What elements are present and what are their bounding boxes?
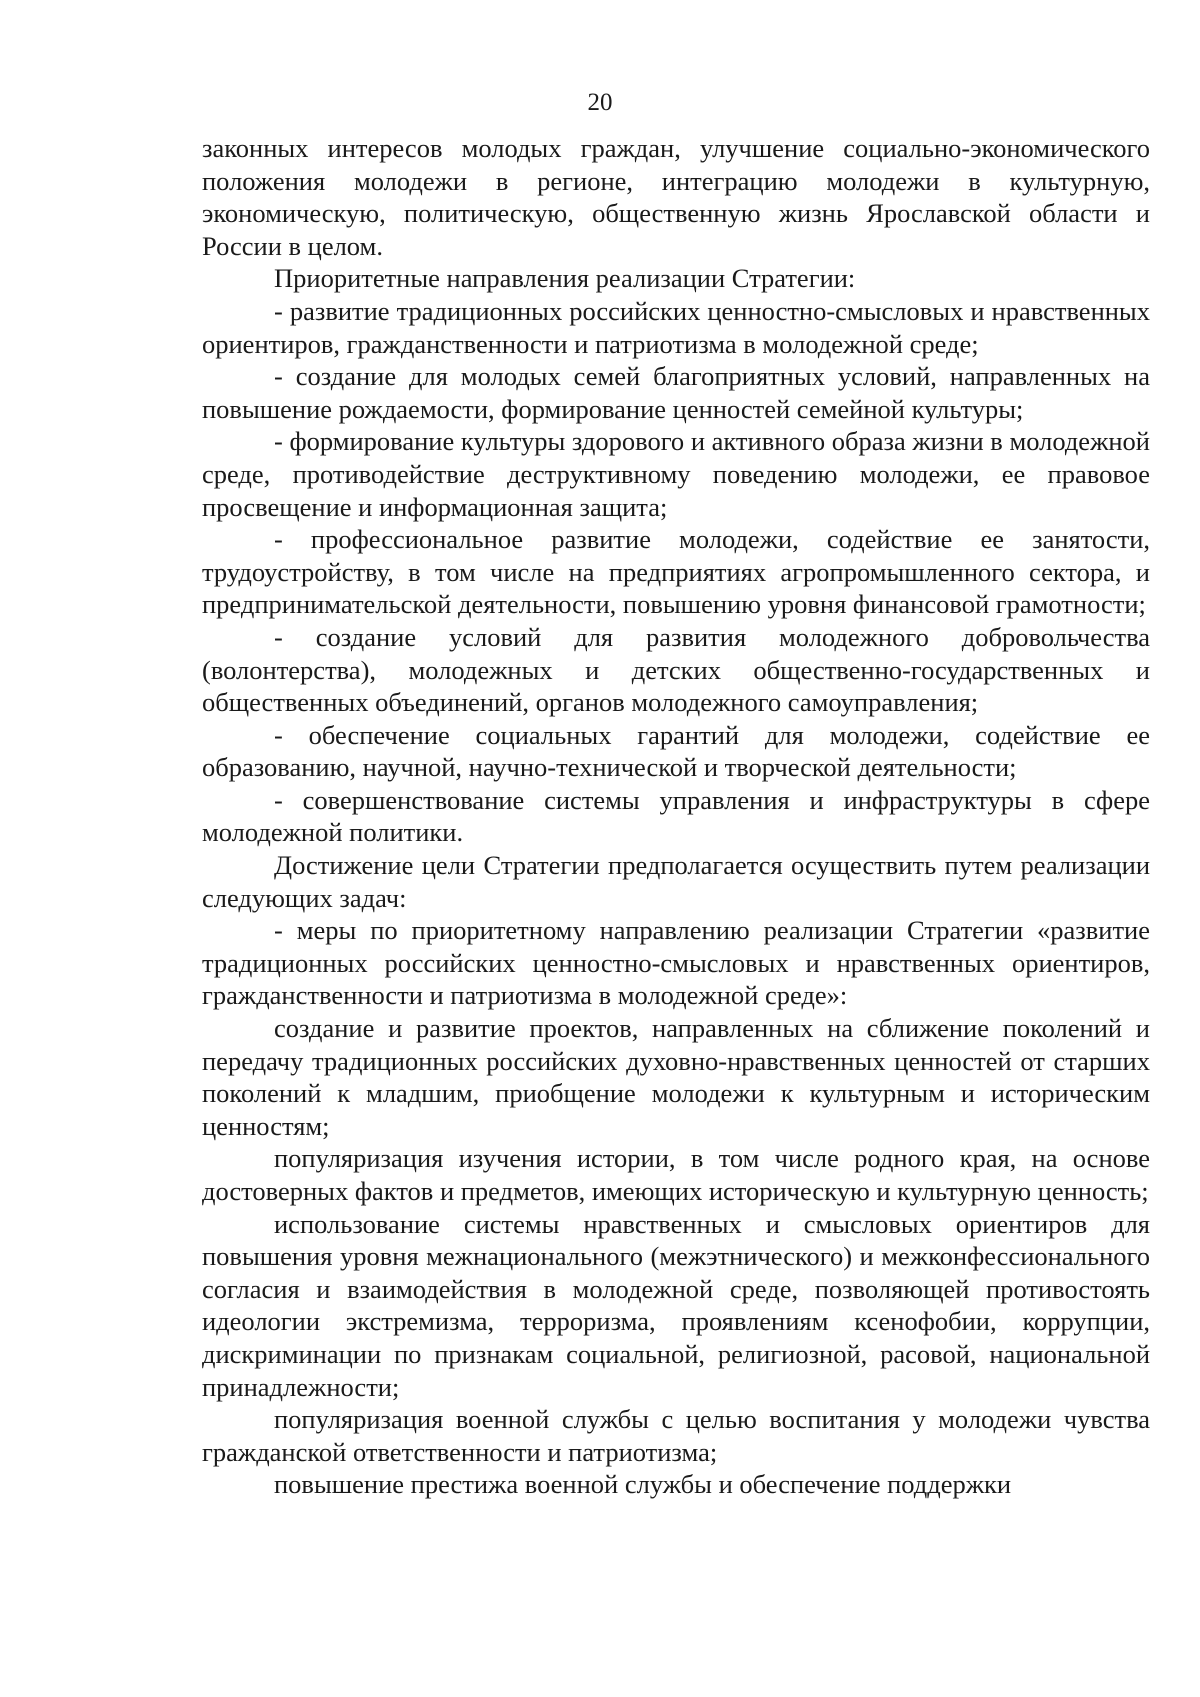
paragraph-tasks-intro: Достижение цели Стратегии предполагается осуществить путем реализации следующих задач: [202, 850, 1150, 913]
list-item-priority: - создание для молодых семей благоприятных условий, направленных на повышение рождаемости, формирование ценностей семейной культуры; [202, 361, 1150, 424]
paragraph-measure: повышение престижа военной службы и обеспечение поддержки [274, 1469, 1012, 1500]
paragraph-priorities-intro: Приоритетные направления реализации Стратегии: [274, 263, 856, 294]
page-number: 20 [587, 89, 613, 116]
list-item-priority: - профессиональное развитие молодежи, содействие ее занятости, трудоустройству, в том числе на предприятиях агропромышленного сектора, и предпринимательской деятельности, повышению уровня финансовой грамотности; [202, 524, 1150, 620]
list-item-priority: - формирование культуры здорового и активного образа жизни в молодежной среде, противодействие деструктивному поведению молодежи, ее правовое просвещение и информационная защита; [202, 426, 1150, 522]
list-item-task: - меры по приоритетному направлению реализации Стратегии «развитие традиционных российских ценностно-смысловых и нравственных ориентиров, гражданственности и патриотизма в молодежной среде»: [202, 915, 1150, 1011]
list-item-priority: - создание условий для развития молодежного добровольчества (волонтерства), молодежных и детских общественно-государственных и общественных объединений, органов молодежного самоуправления; [202, 621, 1150, 718]
paragraph-measure: популяризация изучения истории, в том числе родного края, на основе достоверных фактов и предметов, имеющих историческую и культурную ценность; [202, 1143, 1150, 1206]
paragraph-measure: использование системы нравственных и смысловых ориентиров для повышения уровня межнационального (межэтнического) и межконфессионального согласия и взаимодействия в молодежной среде, позволяющей противостоять идеологии экстремизма, терроризма, проявлениям ксенофобии, коррупции, дискриминации по признакам социальной, религиозной, расовой, национальной принадлежности; [202, 1208, 1150, 1402]
paragraph-measure: популяризация военной службы с целью воспитания у молодежи чувства гражданской ответственности и патриотизма; [202, 1404, 1150, 1467]
document-body [202, 132, 1150, 1501]
paragraph-continuation: законных интересов молодых граждан, улучшение социально-экономического положения молодежи в регионе, интеграцию молодежи в культурную, экономическую, политическую, общественную жизнь Ярославской области и России в целом. [202, 133, 1150, 261]
list-item-priority: - совершенствование системы управления и инфраструктуры в сфере молодежной политики. [202, 784, 1150, 848]
list-item-priority: - обеспечение социальных гарантий для молодежи, содействие ее образованию, научной, научно-технической и творческой деятельности; [202, 719, 1150, 783]
list-item-priority: - развитие традиционных российских ценностно-смысловых и нравственных ориентиров, гражданственности и патриотизма в молодежной среде; [202, 295, 1150, 359]
paragraph-measure: создание и развитие проектов, направленных на сближение поколений и передачу традиционных российских духовно-нравственных ценностей от старших поколений к младшим, приобщение молодежи к культурным и историческим ценностям; [202, 1013, 1150, 1141]
